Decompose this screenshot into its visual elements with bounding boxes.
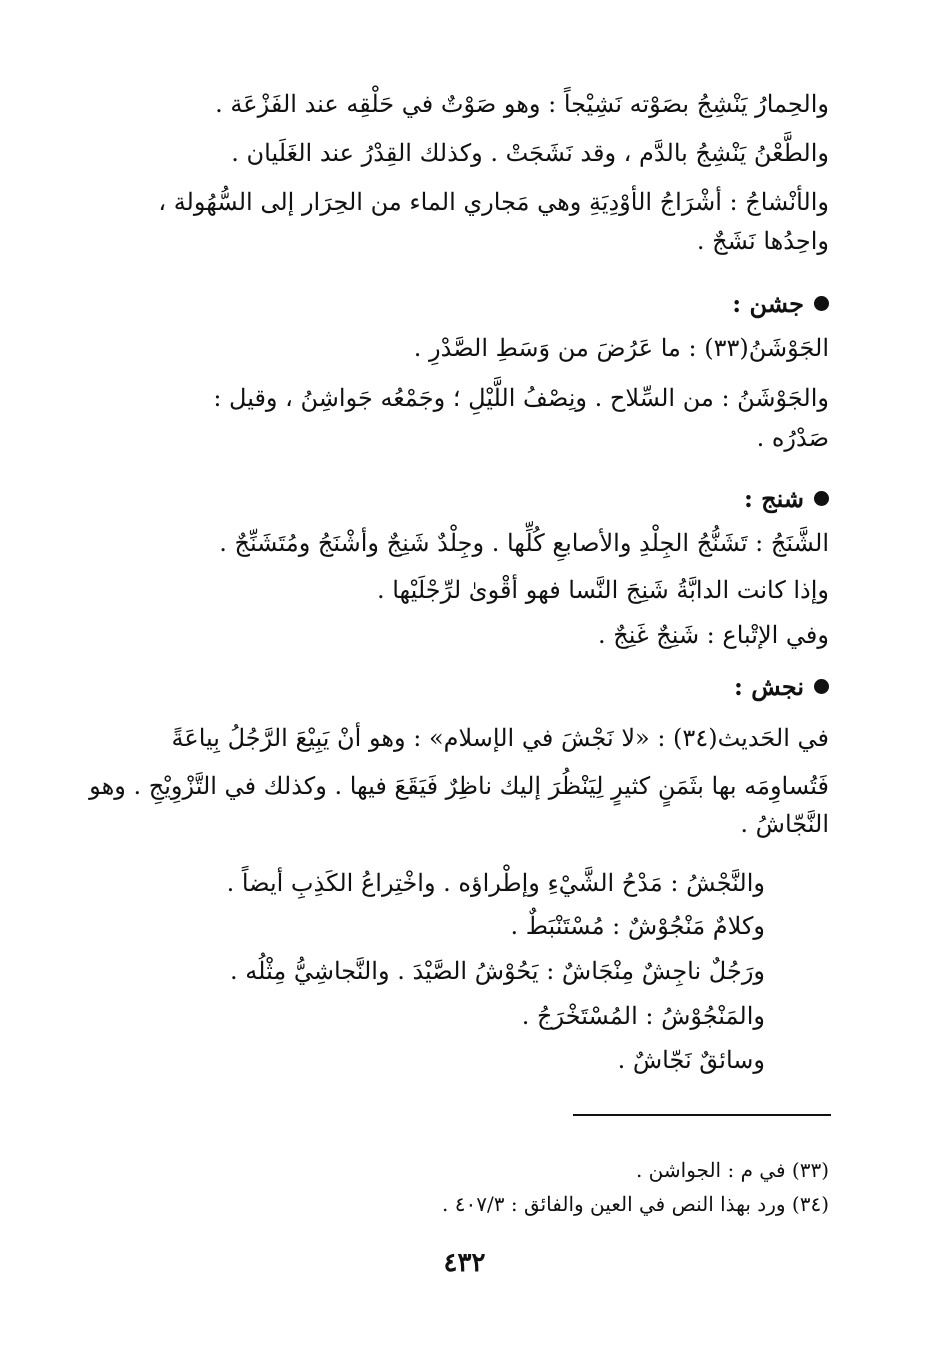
bullet-icon (814, 679, 829, 694)
entry-line: صَدْرُه . (756, 424, 829, 452)
entry-line: واحِدُها نَشَجٌ . (696, 227, 829, 255)
entry-line: وفي الإتْباع : شَنِجٌ غَنِجٌ . (598, 621, 829, 649)
entry-sub-line: وسائقٌ نَجّاشٌ . (617, 1046, 765, 1074)
entry-sub-line: والمَنْجُوْشُ : المُسْتَخْرَجُ . (521, 1002, 765, 1030)
entry-line: النَّجّاشُ . (740, 810, 829, 838)
entry-line: في الحَديث(٣٤) : «لا نَجْشَ في الإسلام» : وهو أنْ يَبِيْعَ الرَّجُلُ بِياعَةً (171, 724, 829, 752)
entry-heading-jashan (732, 288, 829, 320)
bullet-icon (814, 491, 829, 506)
page-number: ٤٣٢ (443, 1248, 486, 1278)
entry-heading-shanaj (744, 483, 829, 515)
entry-sub-line: وكلامٌ مَنْجُوْشٌ : مُسْتَنْبَطٌ . (510, 912, 765, 940)
entry-sub-line: والنَّجْشُ : مَدْحُ الشَّيْءِ وإطْراؤه . واخْتِراعُ الكَذِبِ أيضاً . (226, 869, 765, 897)
entry-line: الجَوْشَنُ(٣٣) : ما عَرُضَ من وَسَطِ الصَّدْرِ . (413, 334, 829, 362)
heading-text: نجش : (734, 672, 804, 701)
entry-line: والطَّعْنُ يَنْشِجُ بالدَّم ، وقد نَشَجَتْ . وكذلك القِدْرُ عند الغَلَيان . (231, 139, 829, 167)
footnote-33: (٣٣) في م : الجواشن . (635, 1158, 829, 1182)
footnote-divider (573, 1114, 831, 1116)
entry-line: والجَوْشَنُ : من السِّلاح . ونِصْفُ اللَّيْلِ ؛ وجَمْعُه جَواشِنُ ، وقيل : (213, 384, 829, 412)
entry-line: الشَّنَجُ : تَشَنُّجُ الجِلْدِ والأصابعِ كُلِّها . وجِلْدٌ شَنِجٌ وأشْنَجُ ومُتَشَنِّجٌ . (219, 529, 829, 557)
footnote-34: (٣٤) ورد بهذا النص في العين والفائق : ٤٠٧/٣ . (442, 1192, 829, 1216)
entry-line: والأنْشاجُ : أشْرَاجُ الأوْدِيَةِ وهي مَجاري الماء من الحِرَار إلى السُّهُولة ، (158, 188, 829, 216)
entry-sub-line: ورَجُلٌ ناجِشٌ مِنْجَاشٌ : يَحُوْشُ الصَّيْدَ . والنَّجاشِيُّ مِثْلُه . (230, 957, 765, 985)
entry-line: وإذا كانت الدابَّةُ شَنِجَ النَّسا فهو أقْوىٰ لرِّجْلَيْها . (376, 576, 829, 604)
entry-heading-najash (734, 671, 829, 703)
bullet-icon (814, 296, 829, 311)
heading-text: جشن : (732, 289, 804, 318)
heading-text: شنج : (743, 484, 804, 513)
entry-line: فَتُساوِمَه بها بثَمَنٍ كثيرٍ لِيَنْظُرَ إليك ناظِرٌ فَيَقَعَ فيها . وكذلك في التَّزْوِيْجِ . وهو (89, 772, 829, 800)
entry-line: والحِمارُ يَنْشِجُ بصَوْته نَشِيْجاً : وهو صَوْتٌ في حَلْقِه عند الفَزْعَة . (215, 90, 829, 118)
